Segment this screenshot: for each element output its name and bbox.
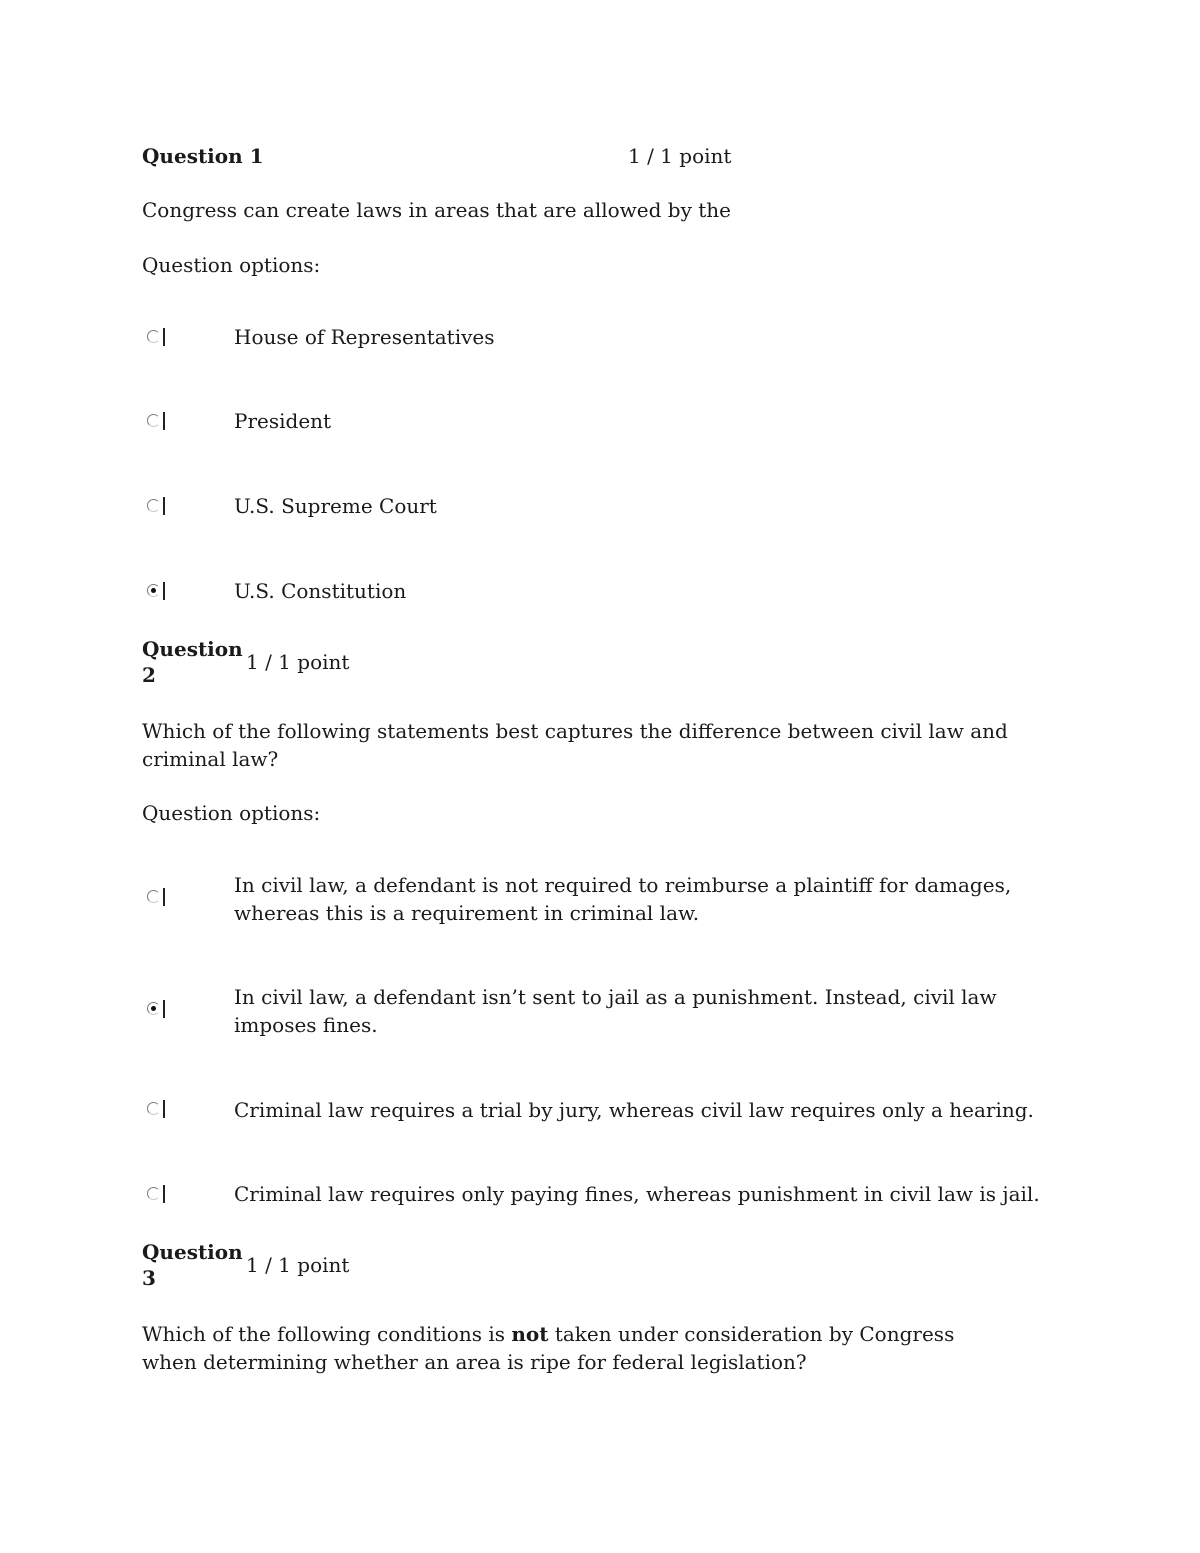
radio-divider — [163, 497, 165, 515]
q2-option-4-label: Criminal law requires only paying fines, whereas punishment in civil law is jail. — [234, 1182, 1040, 1206]
q1-option-2-radio[interactable] — [144, 412, 170, 434]
radio-divider — [163, 582, 165, 600]
question-3-prompt — [142, 1320, 972, 1376]
radio-unchecked-icon — [147, 499, 160, 512]
q1-option-1-label: House of Representatives — [234, 325, 495, 349]
q1-option-2-label: President — [234, 409, 332, 433]
radio-unchecked-icon — [147, 890, 160, 903]
question-1-prompt: Congress can create laws in areas that are allowed by the — [142, 198, 731, 222]
q2-option-4-radio[interactable] — [144, 1185, 170, 1207]
q2-option-3-radio[interactable] — [144, 1100, 170, 1122]
question-3-title — [142, 1239, 242, 1291]
radio-divider — [163, 888, 165, 906]
radio-divider — [163, 412, 165, 430]
q2-option-1-radio[interactable] — [144, 888, 170, 910]
question-2-options-label: Question options: — [142, 801, 321, 825]
question-3-title-line1: Question — [142, 1240, 243, 1264]
radio-checked-icon — [147, 584, 160, 597]
question-2-title — [142, 636, 242, 688]
radio-divider — [163, 1100, 165, 1118]
question-3-prompt-start: Which of the following conditions is — [142, 1322, 512, 1346]
question-2-points: 1 / 1 point — [246, 650, 350, 674]
radio-unchecked-icon — [147, 1187, 160, 1200]
radio-unchecked-icon — [147, 1102, 160, 1115]
q1-option-3-radio[interactable] — [144, 497, 170, 519]
radio-unchecked-icon — [147, 414, 160, 427]
q2-option-2-label: In civil law, a defendant isn’t sent to jail as a punishment. Instead, civil law imposes fines. — [234, 985, 997, 1037]
question-1-title: Question 1 — [142, 144, 264, 168]
radio-divider — [163, 1000, 165, 1018]
question-2-title-line1: Question — [142, 637, 243, 661]
question-3-title-line2: 3 — [142, 1266, 156, 1290]
q1-option-1-radio[interactable] — [144, 328, 170, 350]
q2-option-2-radio[interactable] — [144, 1000, 170, 1022]
radio-divider — [163, 328, 165, 346]
q1-option-3-label: U.S. Supreme Court — [234, 494, 437, 518]
question-3-points: 1 / 1 point — [246, 1253, 350, 1277]
q2-option-1-label: In civil law, a defendant is not required to reimburse a plaintiff for damages, whereas this is a requirement in criminal law. — [234, 873, 1012, 925]
question-1-points: 1 / 1 point — [628, 144, 732, 168]
question-1-options-label: Question options: — [142, 253, 321, 277]
q1-option-4-label: U.S. Constitution — [234, 579, 407, 603]
question-2-prompt: Which of the following statements best captures the difference between civil law and criminal law? — [142, 719, 1008, 771]
question-2-title-line2: 2 — [142, 663, 156, 687]
radio-divider — [163, 1185, 165, 1203]
radio-checked-icon — [147, 1002, 160, 1015]
question-3-prompt-emphasis: not — [511, 1322, 549, 1346]
radio-unchecked-icon — [147, 330, 160, 343]
q2-option-3-label: Criminal law requires a trial by jury, whereas civil law requires only a hearing. — [234, 1098, 1034, 1122]
q1-option-4-radio[interactable] — [144, 582, 170, 604]
question-3-prompt-end: taken under consideration by Congress when determining whether an area is ripe for federal legislation? — [142, 1322, 955, 1374]
